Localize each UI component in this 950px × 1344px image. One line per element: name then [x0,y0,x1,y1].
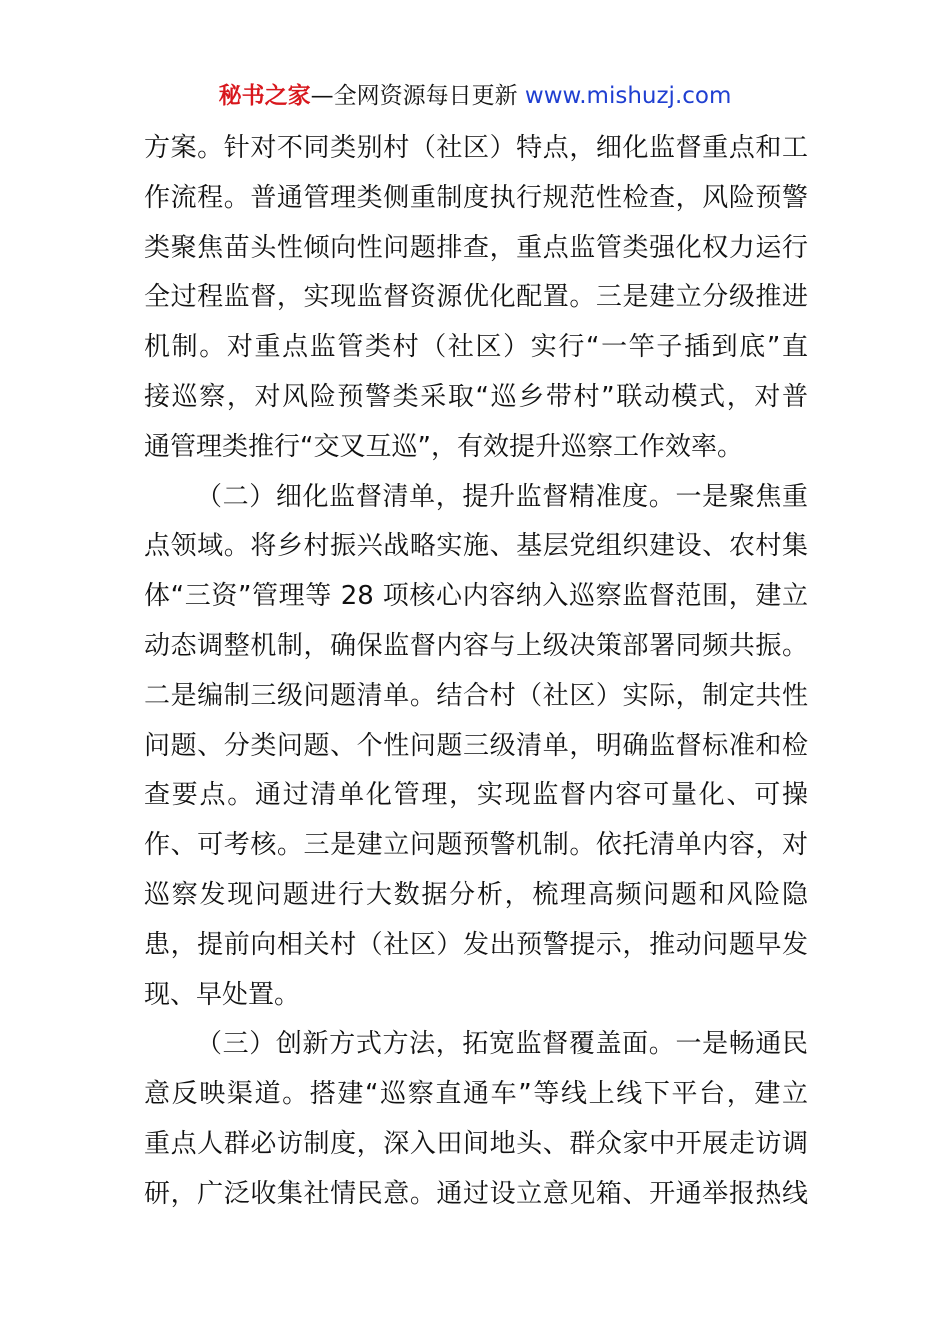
text-line: 接巡察，对风险预警类采取“巡乡带村”联动模式，对普 [144,381,808,412]
text-line: 体“三资”管理等 28 项核心内容纳入巡察监督范围，建立 [144,581,808,612]
text-line: 二是编制三级问题清单。结合村（社区）实际，制定共性 [144,680,808,711]
text-line: 作、可考核。三是建立问题预警机制。依托清单内容，对 [144,830,808,861]
document-body [144,124,808,1220]
site-tagline: —全网资源每日更新 [310,83,518,109]
text-line: 研，广泛收集社情民意。通过设立意见箱、开通举报热线 [144,1178,808,1209]
text-line: 类聚焦苗头性倾向性问题排查，重点监管类强化权力运行 [144,232,808,263]
text-line: 点领域。将乡村振兴战略实施、基层党组织建设、农村集 [144,531,808,562]
section-heading-line: （三）创新方式方法，拓宽监督覆盖面。一是畅通民 [196,1029,808,1060]
text-line: 通管理类推行“交叉互巡”，有效提升巡察工作效率。 [144,431,743,462]
site-brand: 秘书之家 [218,83,311,109]
text-line: 问题、分类问题、个性问题三级清单，明确监督标准和检 [144,730,808,761]
text-line: 机制。对重点监管类村（社区）实行“一竿子插到底”直 [144,332,808,363]
site-header [0,80,950,112]
text-line: 作流程。普通管理类侧重制度执行规范性检查，风险预警 [144,182,808,213]
text-line: 动态调整机制，确保监督内容与上级决策部署同频共振。 [144,630,808,661]
text-line: 全过程监督，实现监督资源优化配置。三是建立分级推进 [144,282,808,313]
text-line: 查要点。通过清单化管理，实现监督内容可量化、可操 [144,780,808,811]
site-url-link[interactable]: www.mishuzj.com [524,83,732,109]
text-line: 巡察发现问题进行大数据分析，梳理高频问题和风险隐 [144,879,808,910]
text-line: 重点人群必访制度，深入田间地头、群众家中开展走访调 [144,1128,808,1159]
text-line: 现、早处置。 [144,979,301,1010]
section-heading-line: （二）细化监督清单，提升监督精准度。一是聚焦重 [196,481,808,512]
text-line: 患，提前向相关村（社区）发出预警提示，推动问题早发 [144,929,808,960]
text-line: 方案。针对不同类别村（社区）特点，细化监督重点和工 [144,133,808,163]
text-line: 意反映渠道。搭建“巡察直通车”等线上线下平台，建立 [144,1079,808,1110]
